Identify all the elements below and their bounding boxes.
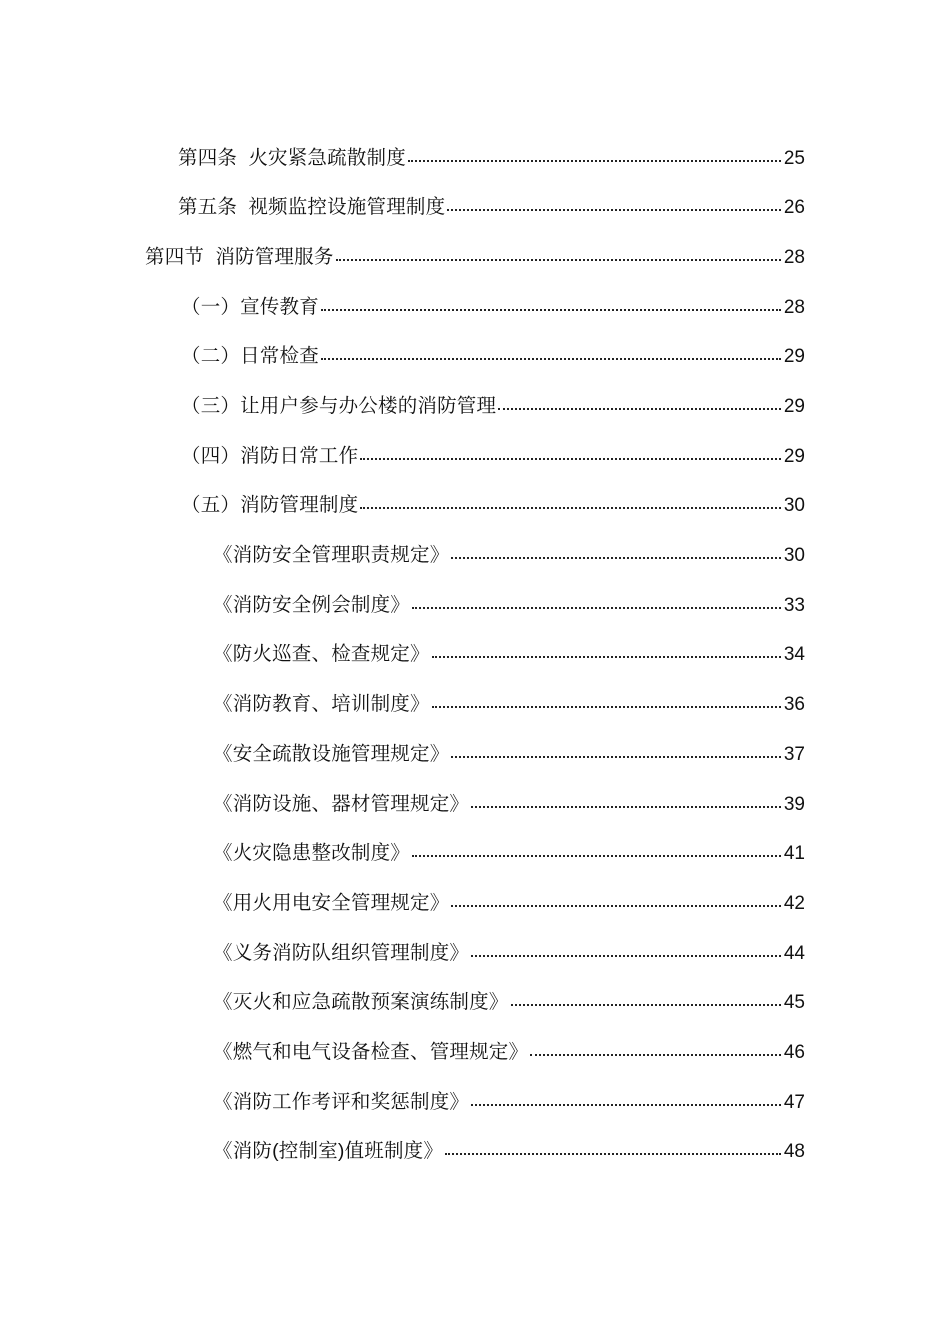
toc-page-number: 39 (783, 793, 805, 815)
toc-entry[interactable] (213, 1137, 805, 1162)
toc-row[interactable] (0, 628, 950, 678)
toc-entry[interactable] (181, 392, 805, 417)
toc-row[interactable] (0, 976, 950, 1026)
toc-row[interactable] (0, 876, 950, 926)
toc-page-number: 36 (783, 694, 805, 716)
toc-entry-title: 《义务消防队组织管理制度》 (213, 941, 470, 964)
toc-dot-leader (412, 591, 781, 611)
toc-dot-leader (412, 839, 781, 859)
toc-entry[interactable] (178, 144, 805, 169)
toc-page-number: 47 (783, 1091, 805, 1113)
toc-entry-title: 《消防安全例会制度》 (213, 593, 411, 616)
toc-page-number: 29 (783, 396, 805, 418)
toc-dot-leader (360, 491, 781, 511)
toc-entry[interactable] (213, 640, 805, 665)
toc-row[interactable] (0, 280, 950, 330)
toc-page-number: 48 (783, 1141, 805, 1163)
toc-entry-title: 《消防教育、培训制度》 (213, 693, 430, 716)
toc-dot-leader (336, 243, 781, 263)
toc-entry-title: 第五条 视频监控设施管理制度 (178, 196, 446, 219)
table-of-contents (0, 131, 950, 1174)
toc-dot-leader (408, 144, 781, 164)
toc-page-number: 33 (783, 594, 805, 616)
toc-page-number: 28 (783, 246, 805, 268)
toc-entry[interactable] (213, 740, 805, 765)
toc-row[interactable] (0, 181, 950, 231)
toc-entry-title: （二）日常检查 (181, 345, 319, 368)
toc-dot-leader (432, 640, 781, 660)
toc-row[interactable] (0, 1075, 950, 1125)
toc-row[interactable] (0, 479, 950, 529)
toc-entry[interactable] (213, 690, 805, 715)
toc-row[interactable] (0, 131, 950, 181)
toc-row[interactable] (0, 678, 950, 728)
toc-entry[interactable] (213, 591, 805, 616)
toc-entry-title: 《消防设施、器材管理规定》 (213, 792, 470, 815)
toc-dot-leader (451, 740, 781, 760)
toc-entry[interactable] (213, 790, 805, 815)
toc-row[interactable] (0, 1025, 950, 1075)
toc-page-number: 25 (783, 147, 805, 169)
toc-entry[interactable] (213, 939, 805, 964)
toc-entry-title: （四）消防日常工作 (181, 444, 359, 467)
toc-row[interactable] (0, 429, 950, 479)
toc-entry-title: 第四节 消防管理服务 (145, 245, 334, 268)
toc-dot-leader (432, 690, 781, 710)
toc-entry-title: 《消防工作考评和奖惩制度》 (213, 1090, 470, 1113)
toc-dot-leader (321, 342, 781, 362)
toc-entry-title: 《火灾隐患整改制度》 (213, 842, 411, 865)
toc-entry[interactable] (213, 988, 805, 1013)
toc-dot-leader (471, 1088, 781, 1108)
toc-dot-leader (530, 1038, 781, 1058)
toc-page-number: 29 (783, 346, 805, 368)
toc-entry-title: 《消防安全管理职责规定》 (213, 544, 450, 567)
toc-entry-title: 《用火用电安全管理规定》 (213, 891, 450, 914)
toc-entry[interactable] (181, 293, 805, 318)
toc-entry[interactable] (213, 541, 805, 566)
toc-page-number: 26 (783, 197, 805, 219)
toc-dot-leader (498, 392, 781, 412)
toc-row[interactable] (0, 827, 950, 877)
toc-dot-leader (471, 939, 781, 959)
toc-dot-leader (471, 790, 781, 810)
toc-entry-title: 《防火巡查、检查规定》 (213, 643, 430, 666)
toc-entry[interactable] (178, 193, 805, 218)
toc-entry[interactable] (181, 491, 805, 516)
toc-row[interactable] (0, 1125, 950, 1175)
toc-dot-leader (445, 1137, 781, 1157)
toc-entry-title: （一）宣传教育 (181, 295, 319, 318)
toc-dot-leader (360, 442, 781, 462)
toc-entry[interactable] (145, 243, 805, 268)
toc-dot-leader (447, 193, 781, 213)
toc-entry[interactable] (181, 442, 805, 467)
toc-page-number: 37 (783, 743, 805, 765)
toc-entry-title: 《安全疏散设施管理规定》 (213, 742, 450, 765)
toc-page-number: 30 (783, 495, 805, 517)
toc-entry[interactable] (213, 1038, 805, 1063)
toc-row[interactable] (0, 727, 950, 777)
toc-entry-title: （三）让用户参与办公楼的消防管理 (181, 395, 497, 418)
toc-entry[interactable] (181, 342, 805, 367)
toc-page-number: 34 (783, 644, 805, 666)
toc-entry[interactable] (213, 889, 805, 914)
toc-page-number: 46 (783, 1041, 805, 1063)
toc-dot-leader (451, 541, 781, 561)
toc-page-number: 28 (783, 296, 805, 318)
toc-page-number: 41 (783, 843, 805, 865)
toc-entry-title: 《消防(控制室)值班制度》 (213, 1140, 444, 1163)
toc-dot-leader (321, 293, 781, 313)
toc-page-number: 30 (783, 545, 805, 567)
toc-row[interactable] (0, 230, 950, 280)
toc-entry[interactable] (213, 1088, 805, 1113)
toc-dot-leader (511, 988, 781, 1008)
toc-page-number: 29 (783, 445, 805, 467)
toc-entry[interactable] (213, 839, 805, 864)
toc-row[interactable] (0, 330, 950, 380)
toc-page-number: 45 (783, 992, 805, 1014)
toc-entry-title: 《燃气和电气设备检查、管理规定》 (213, 1040, 529, 1063)
toc-row[interactable] (0, 529, 950, 579)
toc-entry-title: 《灭火和应急疏散预案演练制度》 (213, 991, 509, 1014)
toc-row[interactable] (0, 578, 950, 628)
toc-page-number: 44 (783, 942, 805, 964)
toc-page-number: 42 (783, 892, 805, 914)
toc-entry-title: （五）消防管理制度 (181, 494, 359, 517)
toc-row[interactable] (0, 926, 950, 976)
toc-dot-leader (451, 889, 781, 909)
toc-row[interactable] (0, 777, 950, 827)
toc-row[interactable] (0, 379, 950, 429)
toc-entry-title: 第四条 火灾紧急疏散制度 (178, 146, 406, 169)
